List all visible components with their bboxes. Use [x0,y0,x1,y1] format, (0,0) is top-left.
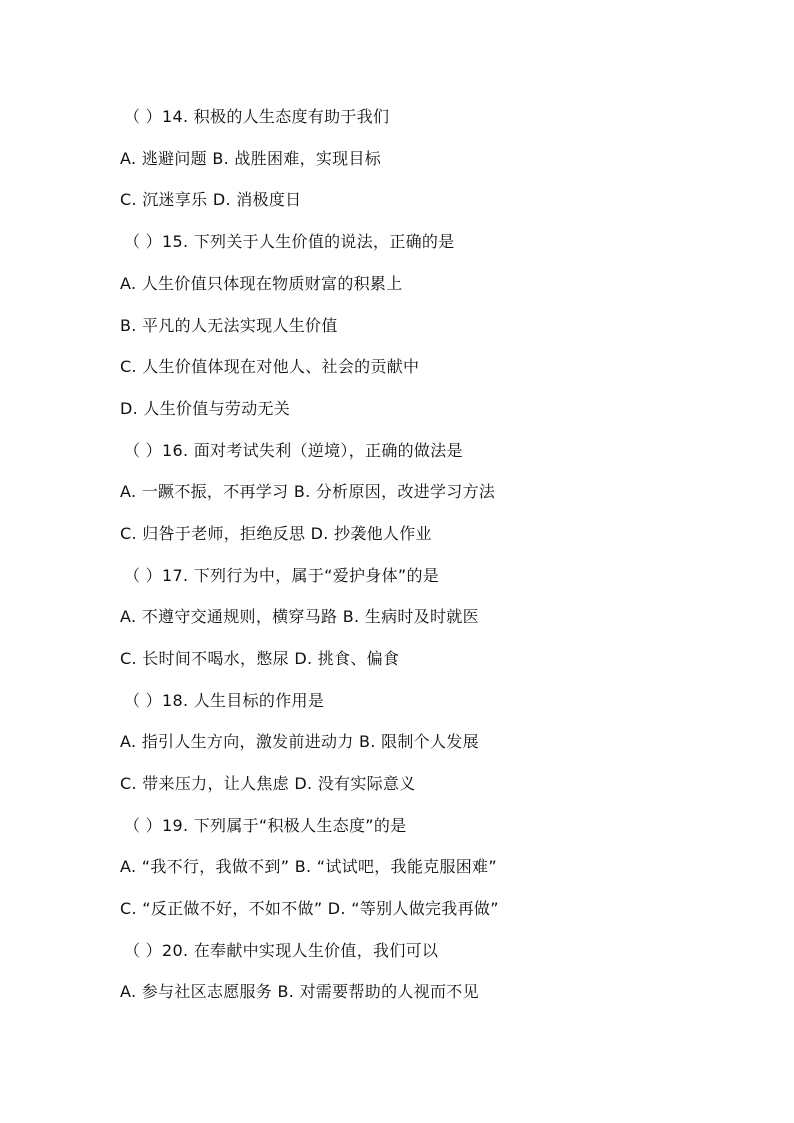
options-19-ab: A. “我不行，我做不到” B. “试试吧，我能克服困难” [120,857,497,876]
question-18: （ ）18. 人生目标的作用是 [124,691,325,710]
options-14-cd: C. 沉迷享乐 D. 消极度日 [120,190,302,209]
options-16-cd: C. 归咎于老师，拒绝反思 D. 抄袭他人作业 [120,524,432,543]
options-18-ab: A. 指引人生方向，激发前进动力 B. 限制个人发展 [120,732,479,751]
option-15-a: A. 人生价值只体现在物质财富的积累上 [120,274,403,293]
question-16: （ ）16. 面对考试失利（逆境），正确的做法是 [124,441,463,460]
options-20-ab: A. 参与社区志愿服务 B. 对需要帮助的人视而不见 [120,982,479,1001]
options-17-cd: C. 长时间不喝水，憋尿 D. 挑食、偏食 [120,649,400,668]
options-19-cd: C. “反正做不好，不如不做” D. “等别人做完我再做” [120,899,499,918]
option-15-c: C. 人生价值体现在对他人、社会的贡献中 [120,357,420,376]
option-15-d: D. 人生价值与劳动无关 [120,399,291,418]
question-15: （ ）15. 下列关于人生价值的说法，正确的是 [124,232,455,251]
options-16-ab: A. 一蹶不振，不再学习 B. 分析原因，改进学习方法 [120,482,496,501]
options-14-ab: A. 逃避问题 B. 战胜困难，实现目标 [120,149,382,168]
options-18-cd: C. 带来压力，让人焦虑 D. 没有实际意义 [120,774,416,793]
question-19: （ ）19. 下列属于“积极人生态度”的是 [124,816,407,835]
options-17-ab: A. 不遵守交通规则，横穿马路 B. 生病时及时就医 [120,607,479,626]
option-15-b: B. 平凡的人无法实现人生价值 [120,316,338,335]
question-17: （ ）17. 下列行为中，属于“爱护身体”的是 [124,566,440,585]
question-20: （ ）20. 在奉献中实现人生价值，我们可以 [124,941,439,960]
question-14: （ ）14. 积极的人生态度有助于我们 [124,107,390,126]
